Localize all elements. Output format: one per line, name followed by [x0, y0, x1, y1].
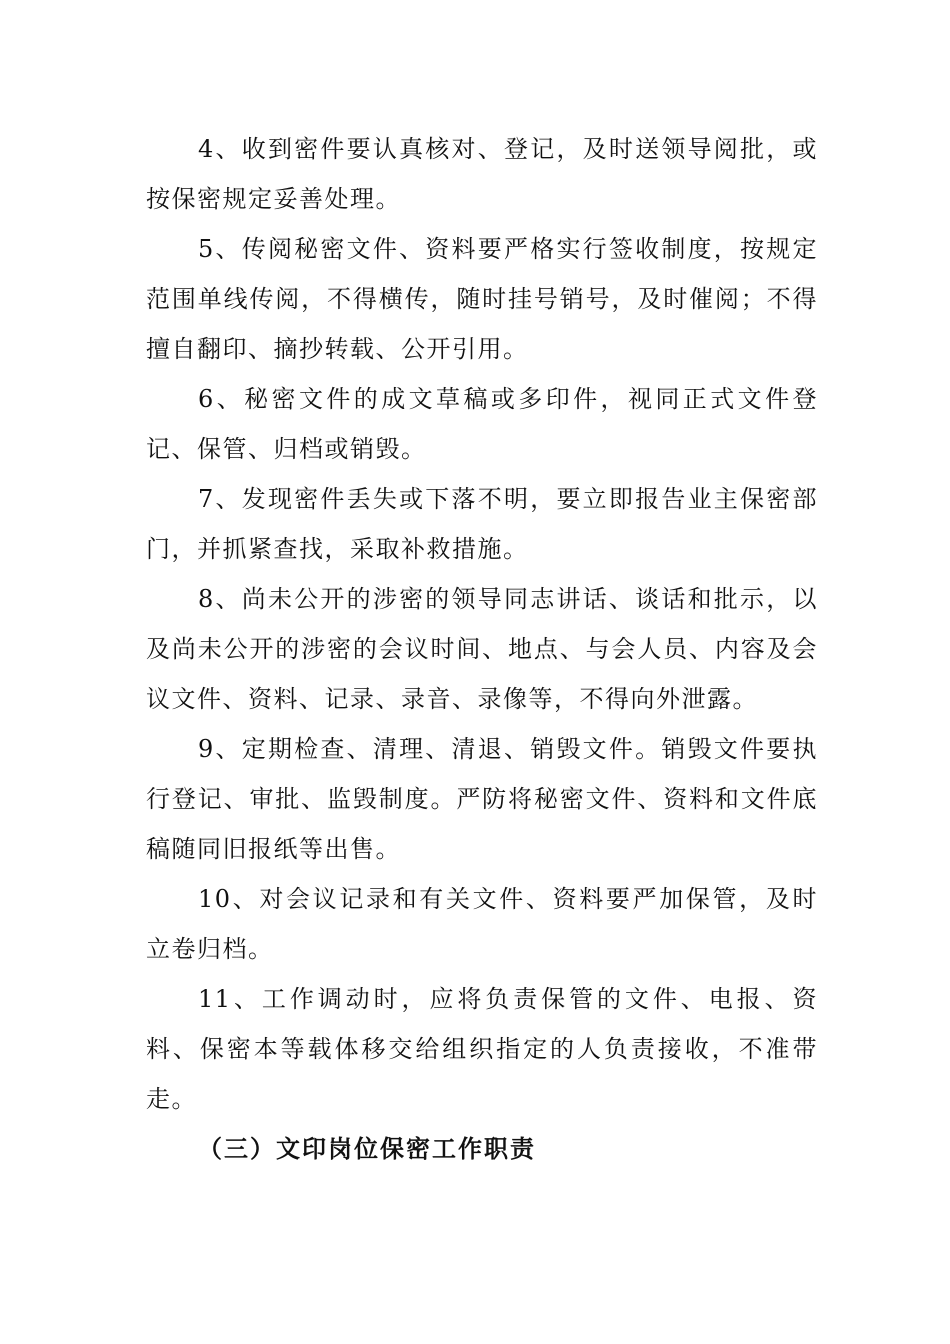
- paragraph-item-7: 7、发现密件丢失或下落不明，要立即报告业主保密部门，并抓紧查找，采取补救措施。: [146, 485, 818, 563]
- paragraph-item-10: 10、对会议记录和有关文件、资料要严加保管，及时立卷归档。: [146, 885, 818, 963]
- paragraph-item-4: 4、收到密件要认真核对、登记，及时送领导阅批，或按保密规定妥善处理。: [146, 135, 818, 213]
- section-heading: （三）文印岗位保密工作职责: [198, 1135, 536, 1163]
- paragraph-item-5: 5、传阅秘密文件、资料要严格实行签收制度，按规定范围单线传阅，不得横传，随时挂号销号，及时催阅；不得擅自翻印、摘抄转载、公开引用。: [146, 235, 818, 363]
- paragraph-item-6: 6、秘密文件的成文草稿或多印件，视同正式文件登记、保管、归档或销毁。: [146, 385, 818, 463]
- document-body: [146, 124, 818, 1174]
- paragraph-item-8: 8、尚未公开的涉密的领导同志讲话、谈话和批示，以及尚未公开的涉密的会议时间、地点、与会人员、内容及会议文件、资料、记录、录音、录像等，不得向外泄露。: [146, 585, 818, 713]
- paragraph-item-11: 11、工作调动时，应将负责保管的文件、电报、资料、保密本等载体移交给组织指定的人负责接收，不准带走。: [146, 985, 818, 1113]
- paragraph-item-9: 9、定期检查、清理、清退、销毁文件。销毁文件要执行登记、审批、监毁制度。严防将秘密文件、资料和文件底稿随同旧报纸等出售。: [146, 735, 818, 863]
